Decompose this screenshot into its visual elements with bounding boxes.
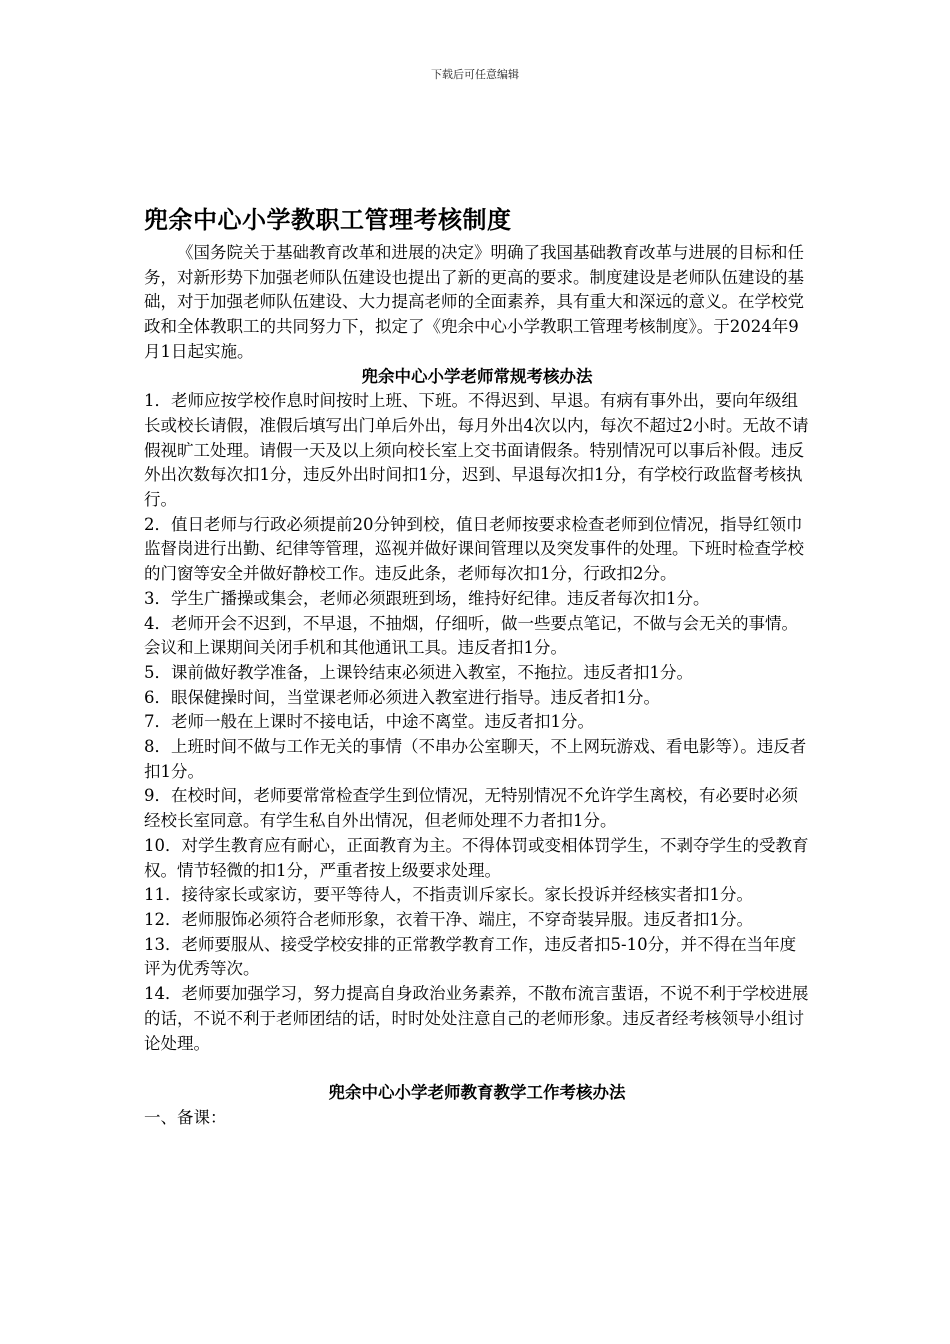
section-heading-teaching: 兜余中心小学老师教育教学工作考核办法 — [328, 1082, 626, 1102]
rule-item: 8．上班时间不做与工作无关的事情（不串办公室聊天，不上网玩游戏、看电影等）。违反者扣1分。 — [144, 737, 807, 781]
page-header-note: 下载后可任意编辑 — [431, 68, 519, 81]
rule-item: 9．在校时间，老师要常常检查学生到位情况，无特别情况不允许学生离校，有必要时必须经校长室同意。有学生私自外出情况，但老师处理不力者扣1分。 — [144, 786, 798, 831]
rule-item: 14．老师要加强学习，努力提高自身政治业务素养，不散布流言蜚语，不说不利于学校进展的话，不说不利于老师团结的话，时时处处注意自己的老师形象。违反者经考核领导小组讨论处理。 — [144, 984, 809, 1053]
rule-item: 12．老师服饰必须符合老师形象，衣着干净、端庄，不穿奇装异服。违反者扣1分。 — [144, 909, 753, 929]
rule-item: 3．学生广播操或集会，老师必须跟班到场，维持好纪律。违反者每次扣1分。 — [144, 588, 710, 608]
document-title: 兜余中心小学教职工管理考核制度 — [144, 206, 512, 234]
section-heading-routine: 兜余中心小学老师常规考核办法 — [361, 366, 593, 386]
blank-line — [144, 1056, 810, 1081]
rule-item: 11．接待家长或家访，要平等待人，不指责训斥家长。家长投诉并经核实者扣1分。 — [144, 885, 753, 905]
teaching-item-heading: 一、备课： — [144, 1107, 227, 1127]
rule-item: 13．老师要服从、接受学校安排的正常教学教育工作，违反者扣5-10分，并不得在当年度评为优秀等次。 — [144, 934, 797, 979]
routine-rules-list — [144, 389, 810, 1056]
rule-item: 2．值日老师与行政必须提前20分钟到校，值日老师按要求检查老师到位情况，指导红领巾监督岗进行出勤、纪律等管理，巡视并做好课间管理以及突发事件的处理。下班时检查学校的门窗等安全并做好静校工作。违反此条，老师每次扣1分，行政扣2分。 — [144, 514, 804, 584]
rule-item: 6．眼保健操时间，当堂课老师必须进入教室进行指导。违反者扣1分。 — [144, 687, 660, 707]
rule-item: 7．老师一般在上课时不接电话，中途不离堂。违反者扣1分。 — [144, 712, 594, 732]
rule-item: 10．对学生教育应有耐心，正面教育为主。不得体罚或变相体罚学生，不剥夺学生的受教育权。情节轻微的扣1分，严重者按上级要求处理。 — [144, 835, 809, 880]
rule-item: 4．老师开会不迟到，不早退，不抽烟，仔细听，做一些要点笔记，不做与会无关的事情。会议和上课期间关闭手机和其他通讯工具。违反者扣1分。 — [144, 613, 798, 658]
intro-paragraph: 《国务院关于基础教育改革和进展的决定》明确了我国基础教育改革与进展的目标和任务，对新形势下加强老师队伍建设也提出了新的更高的要求。制度建设是老师队伍建设的基础，对于加强老师队伍建设、大力提高老师的全面素养，具有重大和深远的意义。在学校党政和全体教职工的共同努力下，拟定了《兜余中心小学教职工管理考核制度》。于2024年9月1日起实施。 — [144, 243, 804, 361]
rule-item: 1．老师应按学校作息时间按时上班、下班。不得迟到、早退。有病有事外出，要向年级组长或校长请假，准假后填写出门单后外出，每月外出4次以内，每次不超过2小时。无故不请假视旷工处理。请假一天及以上须向校长室上交书面请假条。特别情况可以事后补假。违反外出次数每次扣1分，违反外出时间扣1分，迟到、早退每次扣1分，有学校行政监督考核执行。 — [144, 391, 809, 510]
rule-item: 5．课前做好教学准备，上课铃结束必须进入教室，不拖拉。违反者扣1分。 — [144, 662, 693, 682]
document-body — [144, 203, 810, 1130]
